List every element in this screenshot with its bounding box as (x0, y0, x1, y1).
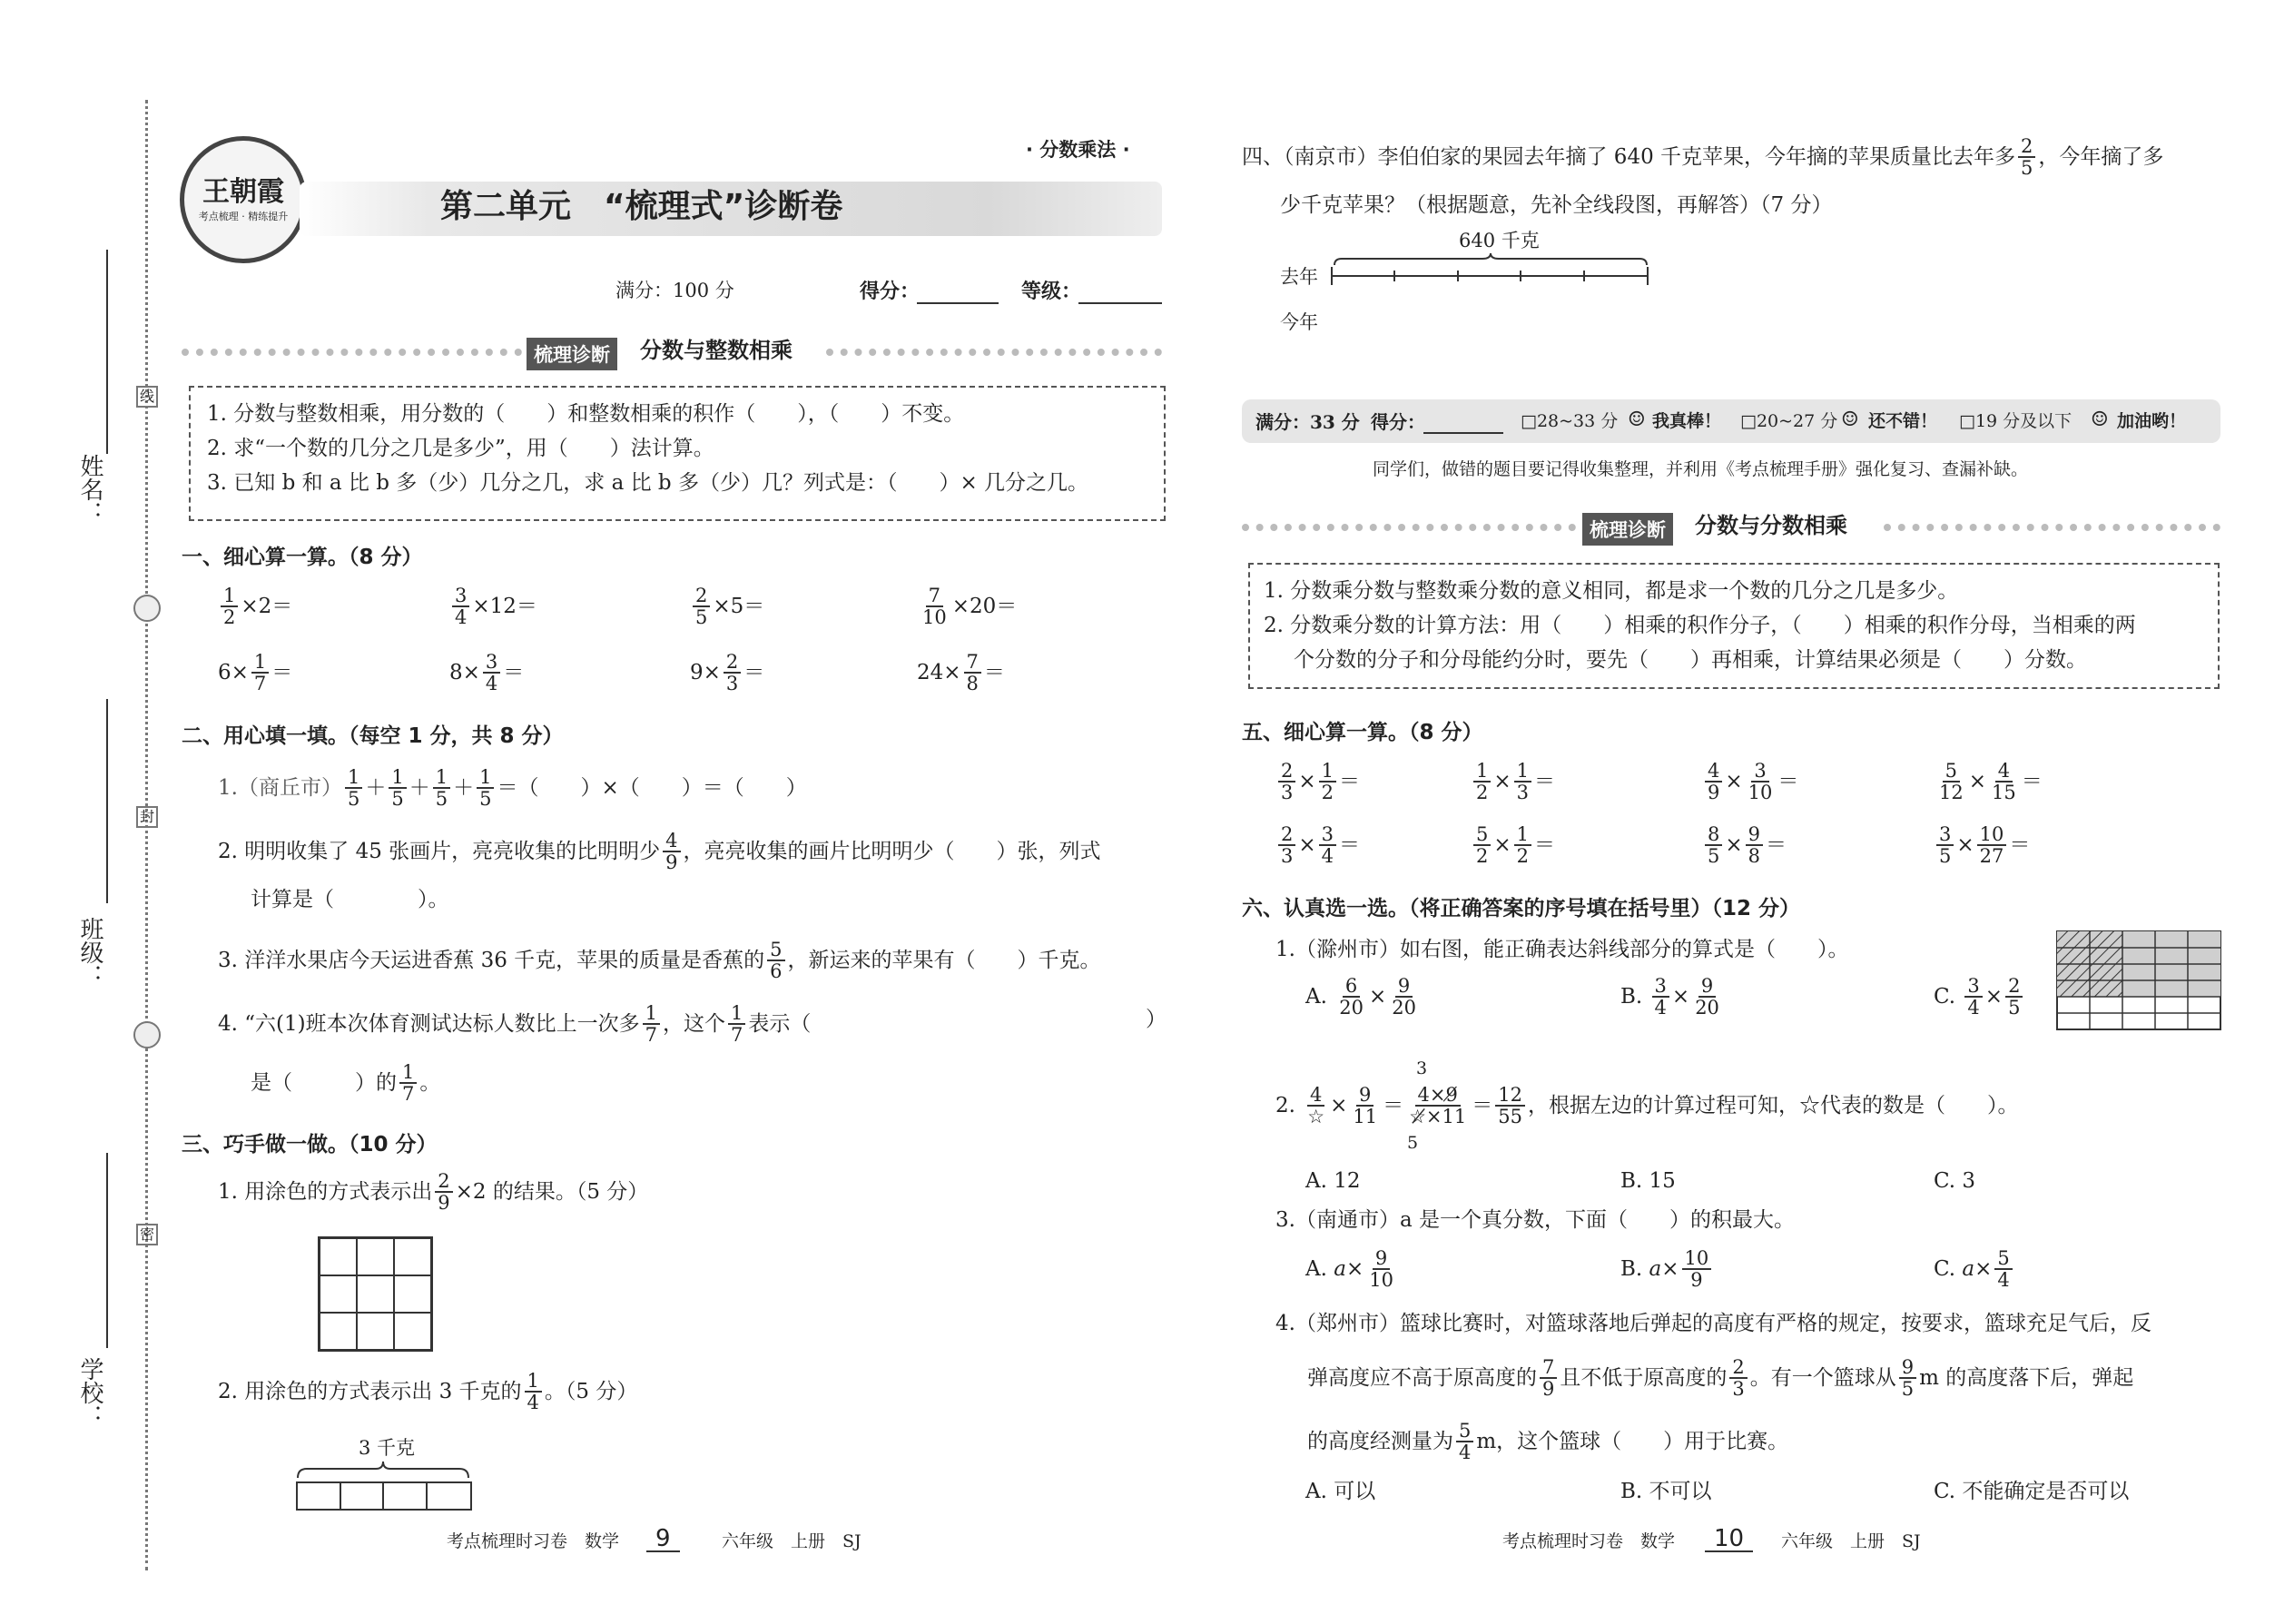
page-number: 10 (1705, 1527, 1753, 1552)
shading-grid-3x3[interactable] (318, 1236, 433, 1352)
option-a[interactable]: A. $\frac{6}{20}$ × $\frac{9}{20}$ (1305, 976, 1422, 1018)
question-text: 四、（南京市）李伯伯家的果园去年摘了 640 千克苹果，今年摘的苹果质量比去年多 (1242, 144, 2016, 169)
line-segment[interactable] (1330, 265, 1649, 287)
section-divider (182, 349, 522, 356)
option-b[interactable]: B. $\frac{3}{4}$ × $\frac{9}{20}$ (1620, 976, 1725, 1018)
question-text: 1. 用涂色的方式表示出 (218, 1179, 433, 1204)
question-text: 的高度经测量为 (1307, 1429, 1453, 1453)
fraction: $\frac{1}{7}$ (728, 1003, 745, 1045)
fraction: $\frac{3}{10}$ (1748, 760, 1773, 804)
option-c[interactable]: C. 3 (1934, 1169, 1976, 1193)
class-field-line[interactable] (106, 699, 108, 903)
footer-title: 考点梳理时习卷 数学 (1502, 1531, 1676, 1551)
footer-title: 考点梳理时习卷 数学 (447, 1531, 620, 1551)
calc-item: 24× $\frac{7}{8}$ ＝ (917, 651, 1005, 695)
section-title: 分数与分数相乘 (1695, 513, 1847, 538)
fraction: $\frac{1}{5}$ (433, 767, 450, 809)
q2-item-1: 1.（商丘市） $\frac{1}{5}$ ＋ $\frac{1}{5}$ ＋ $\frac{1}{5}$ ＋ $\frac{1}{5}$ ＝（ ）×（ ）＝（ ） (218, 766, 807, 811)
fraction: $\frac{3}{4}$ (1964, 976, 1982, 1018)
fraction: $\frac{3}{5}$ (1936, 824, 1954, 866)
question-text: 1.（滁州市）如右图，能正确表达斜线部分的算式是（ ）。 (1275, 938, 1849, 961)
grid-cell[interactable] (320, 1275, 357, 1313)
question-text: 。 (419, 1070, 441, 1095)
name-label: 姓名： (76, 454, 103, 525)
binding-mark: 密 (136, 1224, 158, 1245)
bar-part[interactable] (384, 1483, 428, 1509)
calc-item: 9× $\frac{2}{3}$ ＝ (690, 651, 765, 695)
calc-item: $\frac{2}{3}$ × $\frac{1}{2}$ ＝ (1275, 761, 1360, 802)
page-number: 9 (646, 1527, 680, 1552)
review-line: 1. 分数乘分数与整数乘分数的意义相同，都是求一个数的几分之几是多少。 (1264, 579, 1959, 603)
page-title: 第二单元 “梳理式”诊断卷 (440, 188, 843, 225)
logo-subtext: 考点梳理 · 精练提升 (198, 210, 289, 222)
question-text: m 的高度落下后，弹起 (1919, 1365, 2134, 1390)
q4-text (1242, 136, 2163, 178)
footer-grade: 六年级 上册 SJ (1781, 1531, 1921, 1551)
fraction: $\frac{2}{5}$ (693, 586, 710, 627)
fraction: $\frac{3}{4}$ (452, 586, 469, 627)
fraction: $\frac{3}{4}$ (1652, 976, 1669, 1018)
calc-item: $\frac{2}{5}$ ×5＝ (690, 586, 764, 627)
range-2[interactable]: □20~27 分 (1740, 411, 1838, 431)
question-text: 少千克苹果？（根据题意，先补全线段图，再解答）（7 分） (1280, 193, 1833, 217)
question-text: 4.（郑州市）篮球比赛时，对篮球落地后弹起的高度有严格的规定，按要求，篮球充足气后，反 (1275, 1312, 2151, 1335)
fraction: $\frac{1}{3}$ (1514, 761, 1531, 802)
cancel-mark: 5 (1407, 1133, 1419, 1153)
option-b[interactable]: B. 15 (1620, 1169, 1676, 1193)
score-label: 得分： (860, 280, 921, 303)
section-divider (1242, 524, 1576, 531)
binding-hole (133, 595, 161, 622)
question-text: 3. 洋洋水果店今天运进香蕉 36 千克，苹果的质量是香蕉的 (218, 948, 765, 972)
question-text: m，这个篮球（ ）用于比赛。 (1476, 1429, 1789, 1453)
q2-item-2 (218, 831, 1101, 872)
range-1[interactable]: □28~33 分 (1521, 411, 1619, 431)
score-label-right: 得分： (1371, 411, 1425, 433)
review-line: 1. 分数与整数相乘，用分数的（ ）和整数相乘的积作（ ），（ ）不变。 (207, 402, 965, 426)
class-label: 班级： (76, 917, 103, 988)
fraction: $\frac{2}{5}$ (2018, 136, 2035, 178)
calc-item: $\frac{3}{5}$ × $\frac{10}{27}$ ＝ (1934, 824, 2030, 866)
binding-hole (133, 1021, 161, 1048)
fraction: $\frac{9}{5}$ (1899, 1357, 1916, 1399)
fraction: $\frac{4\times 9̸}{☆̸\times 11}$ (1409, 1084, 1467, 1128)
question-text: 表示（ (748, 1011, 812, 1036)
topic-label: · 分数乘法 · (1026, 139, 1130, 161)
question-text: ，这个 (662, 1011, 725, 1036)
option-c[interactable]: C. $\frac{3}{4}$ × $\frac{2}{5}$ (1934, 976, 2025, 1018)
range-2-text: 还不错！ (1868, 411, 1938, 431)
calc-item: 8× $\frac{3}{4}$ ＝ (449, 651, 525, 695)
fraction: $\frac{1}{2}$ (221, 586, 238, 627)
fraction: $\frac{12}{55}$ (1495, 1085, 1525, 1127)
review-line: 2. 分数乘分数的计算方法：用（ ）相乘的积作分子，（ ）相乘的积作分母，当相乘的两 (1264, 614, 2136, 637)
grade-field[interactable] (1078, 302, 1162, 304)
cheer-icon: ☺ (2091, 408, 2109, 431)
question-text: ，今年摘了多 (2038, 144, 2164, 169)
q2-item-4 (218, 1003, 811, 1045)
fraction: $\frac{9}{11}$ (1353, 1084, 1378, 1128)
fraction: $\frac{5}{4}$ (1994, 1248, 2012, 1290)
q2-item-4-cont (251, 1062, 440, 1104)
option-a[interactable]: A. 12 (1305, 1169, 1361, 1193)
grid-cell[interactable] (394, 1313, 431, 1350)
fraction: $\frac{6}{20}$ (1339, 975, 1364, 1019)
footer-grade: 六年级 上册 SJ (722, 1531, 861, 1551)
answer-blanks: ＝（ ）×（ ）＝（ ） (497, 775, 807, 800)
fraction: $\frac{7}{8}$ (964, 652, 981, 694)
review-note: 同学们，做错的题目要记得收集整理，并利用《考点梳理手册》强化复习、查漏补缺。 (1373, 459, 2029, 479)
review-line: 个分数的分子和分母能约分时，要先（ ）再相乘，计算结果必须是（ ）分数。 (1294, 648, 2087, 672)
fraction: $\frac{1}{5}$ (477, 767, 494, 809)
fraction: $\frac{4}{15}$ (1992, 760, 2016, 804)
school-label: 学校： (76, 1357, 103, 1428)
calc-item: $\frac{7}{10}$ ×20＝ (917, 586, 1017, 627)
calc-item: $\frac{2}{3}$ × $\frac{3}{4}$ ＝ (1275, 824, 1360, 866)
hatched-grid-figure (2056, 930, 2221, 1032)
option-b[interactable]: B. 不可以 (1620, 1480, 1712, 1503)
cancel-mark: 3 (1416, 1058, 1428, 1078)
question-text: ，亮亮收集的画片比明明少（ ）张，列式 (683, 839, 1101, 863)
q6-4-line2 (1307, 1357, 2133, 1399)
option-a[interactable]: A. 可以 (1305, 1480, 1376, 1503)
score-full: 满分：33 分 (1255, 411, 1360, 433)
grade-label: 等级： (1021, 280, 1082, 303)
question-text: 计算是（ ）。 (251, 888, 449, 911)
fraction: $\frac{3}{4}$ (1319, 824, 1336, 866)
fraction: $\frac{9}{20}$ (1695, 975, 1719, 1019)
calc-item: 6× $\frac{1}{7}$ ＝ (218, 651, 293, 695)
bar-part[interactable] (341, 1483, 385, 1509)
question-text: 3.（南通市）a 是一个真分数，下面（ ）的积最大。 (1275, 1208, 1795, 1232)
option-c[interactable]: C. a × $\frac{5}{4}$ (1934, 1248, 2015, 1290)
fraction: $\frac{2}{3}$ (1278, 824, 1295, 866)
last-year-label: 去年 (1280, 266, 1318, 288)
segment-label: 640 千克 (1459, 230, 1540, 251)
section-tag: 梳理诊断 (1582, 513, 1673, 546)
fraction: $\frac{1}{4}$ (525, 1371, 542, 1412)
q6-4-line3 (1307, 1421, 1788, 1462)
question-text: 弹高度应不高于原高度的 (1307, 1365, 1537, 1390)
binding-mark: 线 (136, 386, 158, 408)
calc-item: $\frac{4}{9}$ × $\frac{3}{10}$ ＝ (1702, 761, 1798, 802)
fraction: $\frac{9}{20}$ (1392, 975, 1416, 1019)
fraction: $\frac{10}{9}$ (1682, 1248, 1712, 1290)
grid-cell[interactable] (357, 1275, 394, 1313)
school-field-line[interactable] (106, 1153, 108, 1348)
smile-icon: ☺ (1628, 408, 1646, 431)
fraction: $\frac{2}{3}$ (724, 652, 741, 694)
fraction: $\frac{4}{☆}$ (1307, 1084, 1325, 1128)
calc-item: $\frac{1}{2}$ × $\frac{1}{3}$ ＝ (1471, 761, 1555, 802)
section-title: 分数与整数相乘 (640, 338, 793, 363)
fraction: $\frac{1}{5}$ (345, 767, 362, 809)
q6-2-expression: 2. $\frac{4}{☆}$ × $\frac{9}{11}$ ＝ $\frac{4\times 9̸}{☆̸\times 11}$ ＝ $\frac{12}{55}$ ，根据左边的计算过程可知，☆代表的数是（ ）。 (1275, 1084, 2019, 1128)
grid-cell[interactable] (394, 1238, 431, 1275)
review-line: 2. 求“一个数的几分之几是多少”，用（ ）法计算。 (207, 437, 714, 460)
this-year-label: 今年 (1280, 311, 1318, 333)
fraction: $\frac{10}{27}$ (1977, 824, 2007, 866)
question-text: ，根据左边的计算过程可知，☆代表的数是（ ）。 (1528, 1093, 2019, 1117)
option-b[interactable]: B. a × $\frac{10}{9}$ (1620, 1248, 1714, 1290)
range-3[interactable]: □19 分及以下 (1959, 411, 2072, 431)
region-tag: 1.（商丘市） (218, 775, 342, 800)
calc-item: $\frac{1}{2}$ ×2＝ (218, 586, 292, 627)
question-text: ×2 的结果。（5 分） (455, 1179, 649, 1204)
fraction: $\frac{1}{2}$ (1473, 761, 1491, 802)
question-text: 2. 明明收集了 45 张画片，亮亮收集的比明明少 (218, 839, 661, 863)
logo (180, 136, 307, 263)
fraction: $\frac{1}{7}$ (643, 1003, 660, 1045)
question-text: 2. 用涂色的方式表示出 3 千克的 (218, 1379, 522, 1403)
question-heading: 五、细心算一算。（8 分） (1242, 721, 1483, 744)
fraction: $\frac{7}{10}$ (922, 585, 947, 629)
fraction: $\frac{1}{5}$ (389, 767, 406, 809)
name-field-line[interactable] (106, 250, 108, 454)
option-c[interactable]: C. 不能确定是否可以 (1934, 1480, 2130, 1503)
section-divider (1884, 524, 2220, 531)
question-heading: 三、巧手做一做。（10 分） (182, 1133, 438, 1156)
question-heading: 六、认真选一选。（将正确答案的序号填在括号里）（12 分） (1242, 897, 1801, 920)
question-heading: 一、细心算一算。（8 分） (182, 546, 423, 569)
fraction: $\frac{1}{7}$ (399, 1062, 417, 1104)
section-divider (826, 349, 1162, 356)
question-text: 且不低于原高度的 (1560, 1365, 1728, 1390)
full-marks: 满分：100 分 (615, 280, 734, 301)
calc-item: $\frac{3}{4}$ ×12＝ (449, 586, 537, 627)
fraction: $\frac{1}{7}$ (251, 652, 269, 694)
fraction: $\frac{5}{6}$ (767, 940, 784, 981)
calc-item: $\frac{5}{2}$ × $\frac{1}{2}$ ＝ (1471, 824, 1555, 866)
bar-4-parts[interactable] (296, 1481, 472, 1511)
score-field[interactable] (917, 302, 999, 304)
binding-line (145, 100, 148, 1570)
smile-icon: ☺ (1841, 408, 1859, 431)
grid-cell[interactable] (357, 1313, 394, 1350)
fraction: $\frac{5}{12}$ (1939, 760, 1964, 804)
fraction: $\frac{7}{9}$ (1540, 1357, 1557, 1399)
fraction: $\frac{1}{2}$ (1514, 824, 1531, 866)
question-heading: 二、用心填一填。（每空 1 分，共 8 分） (182, 724, 564, 748)
brace-icon (296, 1460, 470, 1480)
score-field-right[interactable] (1423, 432, 1503, 434)
fraction: $\frac{1}{2}$ (1319, 761, 1336, 802)
question-text: ，新运来的苹果有（ ）千克。 (787, 948, 1101, 972)
fraction: $\frac{4}{9}$ (663, 831, 680, 872)
fraction: $\frac{9}{10}$ (1369, 1247, 1393, 1292)
calc-item: $\frac{5}{12}$ × $\frac{4}{15}$ ＝ (1934, 761, 2043, 802)
binding-mark: 封 (136, 806, 158, 828)
question-text: 。（5 分） (544, 1379, 638, 1403)
q2-item-3 (218, 940, 1101, 981)
fraction: $\frac{4}{9}$ (1705, 761, 1722, 802)
brace-label: 3 千克 (359, 1437, 416, 1459)
fraction: $\frac{5}{2}$ (1473, 824, 1491, 866)
grid-cell[interactable] (394, 1275, 431, 1313)
fraction: $\frac{5}{4}$ (1456, 1421, 1473, 1462)
fraction: $\frac{2}{9}$ (435, 1171, 452, 1213)
fraction: $\frac{3}{4}$ (483, 652, 500, 694)
question-text: 是（ ）的 (251, 1070, 397, 1095)
grid-cell[interactable] (320, 1238, 357, 1275)
review-line: 3. 已知 b 和 a 比 b 多（少）几分之几，求 a 比 b 多（少）几？列式是：（ ）× 几分之几。 (207, 471, 1089, 495)
range-1-text: 我真棒！ (1652, 411, 1722, 431)
fraction: $\frac{8}{5}$ (1705, 824, 1722, 866)
option-a[interactable]: A. a × $\frac{9}{10}$ (1305, 1248, 1399, 1290)
close-paren: ） (1146, 1008, 1167, 1031)
fraction: $\frac{2}{5}$ (2005, 976, 2023, 1018)
question-text: 4. “六(1)班本次体育测试达标人数比上一次多 (218, 1011, 640, 1036)
fraction: $\frac{9}{8}$ (1746, 824, 1763, 866)
grid-cell[interactable] (357, 1238, 394, 1275)
q3-item-1 (218, 1171, 648, 1213)
logo-text: 王朝霞 (202, 175, 284, 208)
fraction: $\frac{2}{3}$ (1729, 1357, 1747, 1399)
grid-cell[interactable] (320, 1313, 357, 1350)
bar-part[interactable] (428, 1483, 471, 1509)
bar-part[interactable] (298, 1483, 341, 1509)
section-tag: 梳理诊断 (527, 338, 617, 370)
range-3-text: 加油哟！ (2117, 411, 2187, 431)
fraction: $\frac{2}{3}$ (1278, 761, 1295, 802)
calc-item: $\frac{8}{5}$ × $\frac{9}{8}$ ＝ (1702, 824, 1787, 866)
question-text: 。有一个篮球从 (1749, 1365, 1896, 1390)
q3-item-2 (218, 1371, 637, 1412)
